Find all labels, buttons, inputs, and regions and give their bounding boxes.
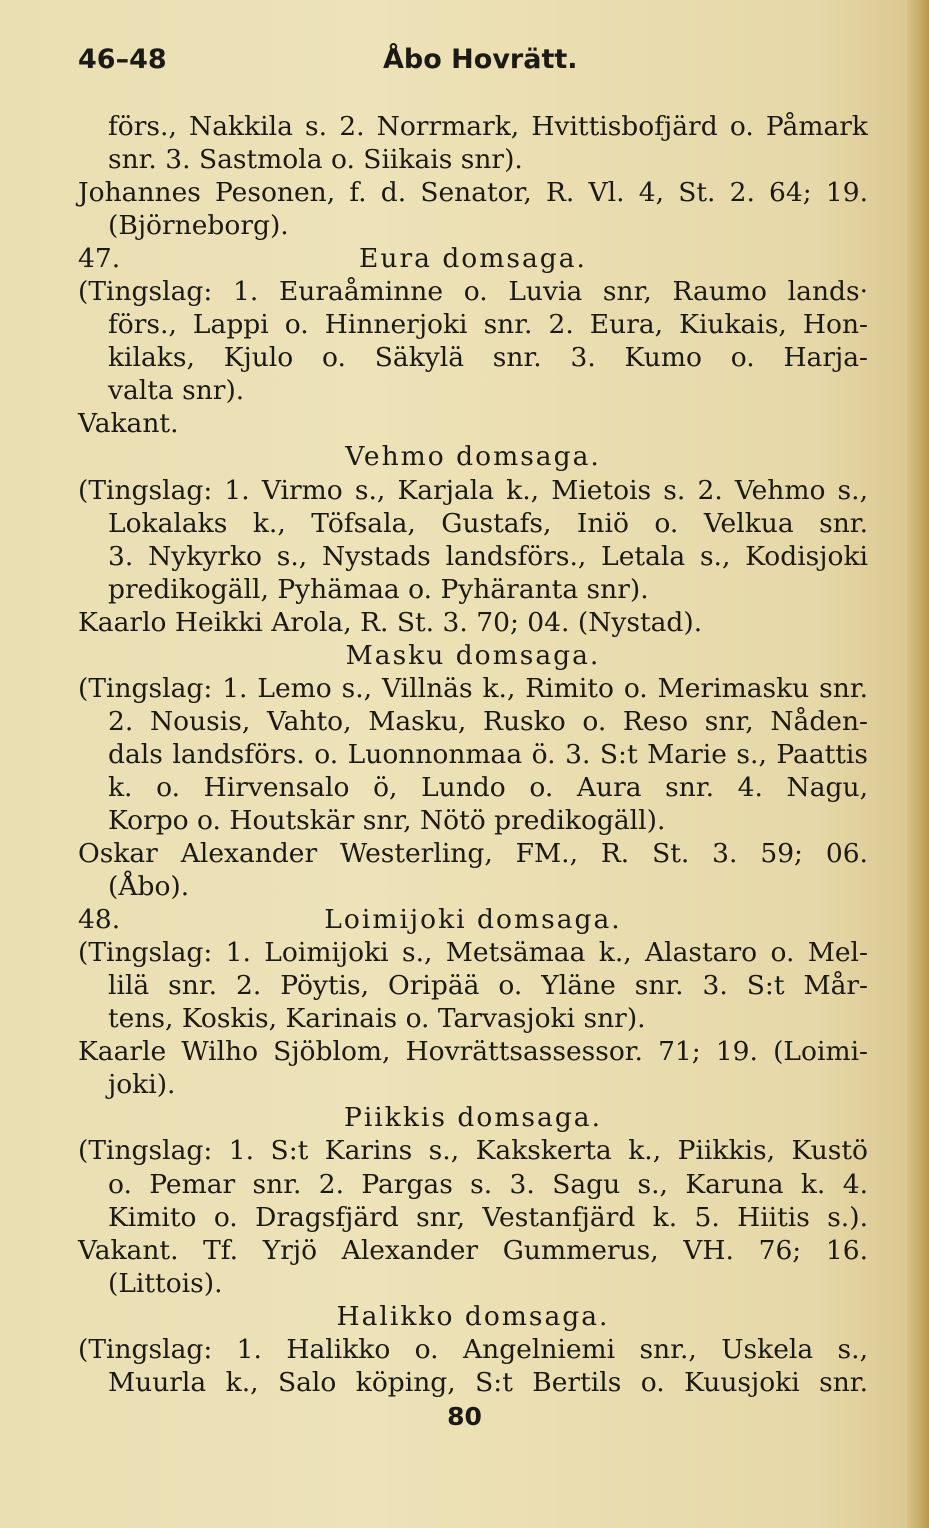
heading-text: Loimijoki domsaga. [324, 904, 622, 936]
text-line: förs., Lappi o. Hinnerjoki snr. 2. Eura, Kiukais, Hon- [108, 309, 868, 341]
text-line: valta snr). [108, 375, 245, 407]
text-line: (Tingslag: 1. Virmo s., Karjala k., Mietois s. 2. Vehmo s., [78, 474, 868, 506]
text-line: Johannes Pesonen, f. d. Senator, R. Vl. 4, St. 2. 64; 19. [78, 177, 868, 209]
text-line: dals landsförs. o. Luonnonmaa ö. 3. S:t Marie s., Paattis [108, 738, 868, 770]
text-line: Vakant. Tf. Yrjö Alexander Gummerus, VH. 76; 16. [78, 1234, 868, 1266]
text-line: Oskar Alexander Westerling, FM., R. St. 3. 59; 06. [78, 838, 868, 870]
section-heading: Vehmo domsaga. [345, 441, 601, 473]
section-number: 47. [78, 243, 121, 275]
text-line: (Tingslag: 1. Loimijoki s., Metsämaa k., Alastaro o. Mel- [78, 937, 868, 969]
section-heading: Piikkis domsaga. [343, 1102, 603, 1134]
section-heading: Masku domsaga. [345, 639, 601, 671]
text-line: Muurla k., Salo köping, S:t Bertils o. Kuusjoki snr. [108, 1366, 868, 1398]
text-line: (Littois). [108, 1267, 223, 1299]
text-line: predikogäll, Pyhämaa o. Pyhäranta snr). [108, 573, 649, 605]
text-line: joki). [108, 1069, 176, 1101]
text-line: (Tingslag: 1. Halikko o. Angelniemi snr., Uskela s., [78, 1333, 868, 1365]
text-line: o. Pemar snr. 2. Pargas s. 3. Sagu s., Karuna k. 4. [108, 1168, 868, 1200]
page-number: 80 [447, 1402, 482, 1431]
text-line: 2. Nousis, Vahto, Masku, Rusko o. Reso snr, Nåden- [108, 705, 868, 737]
body-text [78, 110, 868, 1399]
text-line: (Åbo). [108, 871, 190, 903]
section-heading-47 [78, 242, 868, 275]
text-line: Kaarle Wilho Sjöblom, Hovrättsassessor. 71; 19. (Loimi- [78, 1036, 868, 1068]
text-line: Lokalaks k., Töfsala, Gustafs, Iniö o. Velkua snr. [108, 507, 868, 539]
heading-text: Eura domsaga. [359, 243, 587, 275]
section-heading-48 [78, 903, 868, 936]
header-page-range: 46–48 [78, 44, 167, 75]
header-title: Åbo Hovrätt. [383, 44, 578, 75]
text-line: Korpo o. Houtskär snr, Nötö predikogäll). [108, 804, 666, 836]
text-line: Kimito o. Dragsfjärd snr, Vestanfjärd k. 5. Hiitis s.). [108, 1201, 868, 1233]
text-line: lilä snr. 2. Pöytis, Oripää o. Yläne snr. 3. S:t Mår- [108, 970, 868, 1002]
text-line: tens, Koskis, Karinais o. Tarvasjoki snr). [108, 1003, 646, 1035]
text-line: (Tingslag: 1. Lemo s., Villnäs k., Rimito o. Merimasku snr. [78, 672, 868, 704]
section-number: 48. [78, 904, 121, 936]
text-line: (Tingslag: 1. Euraåminne o. Luvia snr, Raumo lands· [78, 276, 868, 308]
text-line: (Tingslag: 1. S:t Karins s., Kakskerta k., Piikkis, Kustö [78, 1135, 868, 1167]
text-line: förs., Nakkila s. 2. Norrmark, Hvittisbofjärd o. Påmark [108, 111, 868, 142]
page-edge [907, 0, 929, 1528]
text-line: 3. Nykyrko s., Nystads landsförs., Letala s., Kodisjoki [108, 540, 868, 572]
text-line: kilaks, Kjulo o. Säkylä snr. 3. Kumo o. Harja- [108, 342, 868, 374]
text-line: (Björneborg). [108, 210, 289, 242]
text-line: Vakant. [78, 408, 179, 440]
running-header [78, 44, 868, 84]
text-line: snr. 3. Sastmola o. Siikais snr). [108, 144, 523, 176]
text-line: k. o. Hirvensalo ö, Lundo o. Aura snr. 4. Nagu, [108, 771, 868, 803]
section-heading: Halikko domsaga. [336, 1300, 610, 1332]
text-line: Kaarlo Heikki Arola, R. St. 3. 70; 04. (Nystad). [78, 606, 703, 638]
